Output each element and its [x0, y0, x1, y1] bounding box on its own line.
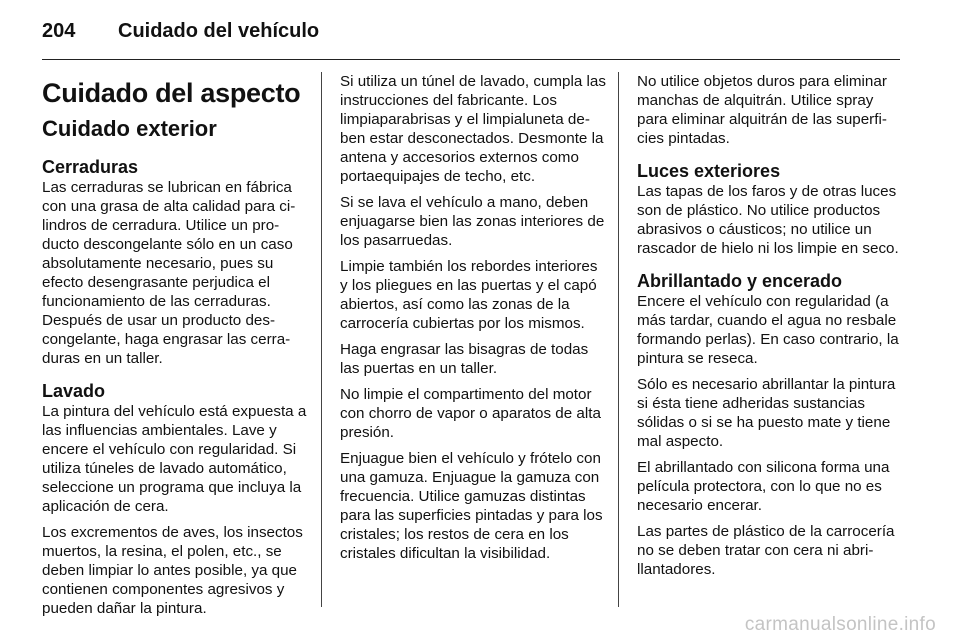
cerraduras-paragraph: Las cerraduras se lubrican en fábrica con una grasa de alta calidad para cilindros de cerradura. Utilice un producto descongelante sólo en un caso absolutamente necesario, pues su efecto desengrasante perjudica el funcionamiento de las cerraduras. Después de usar un producto descongelante, haga engrasar las cerraduras en un taller. [42, 179, 296, 367]
paragraph-bisagras: Haga engrasar las bisagras de todas las puertas en un taller. [340, 341, 589, 377]
paragraph-tunel-lavado: Si utiliza un túnel de lavado, cumpla las instrucciones del fabricante. Los limpiaparabrisas y el limpialuneta deben estar desconectados. Desmonte la antena y accesorios externos como portaequipajes de techo, etc. [340, 73, 606, 185]
abrillantado-paragraph-2: Sólo es necesario abrillantar la pintura si ésta tiene adheridas sustancias sólidas o si se ha puesto mate y tiene mal aspecto. [637, 376, 896, 450]
cerraduras-heading: Cerraduras [42, 157, 139, 177]
column-divider-1 [321, 72, 322, 607]
paragraph-rebordes: Limpie también los rebordes interiores y los pliegues en las puertas y el capó abiertos, así como las zonas de la carrocería cubiertas por los mismos. [340, 258, 598, 332]
lavado-paragraph-1: La pintura del vehículo está expuesta a las influencias ambientales. Lave y encere el vehículo con regularidad. Si utiliza túneles de lavado automático, seleccione un programa que incluya la aplicación de cera. [42, 403, 307, 515]
luces-paragraph: Las tapas de los faros y de otras luces son de plástico. No utilice productos abrasivos o cáusticos; no utilice un rascador de hielo ni los limpie en seco. [637, 183, 899, 257]
column-divider-2 [618, 72, 619, 607]
abrillantado-paragraph-3: El abrillantado con silicona forma una película protectora, con lo que no es necesario encerar. [637, 459, 890, 514]
header-divider [42, 59, 900, 60]
section-title: Cuidado del aspecto [42, 78, 301, 108]
paragraph-alquitran: No utilice objetos duros para eliminar manchas de alquitrán. Utilice spray para eliminar alquitrán de las superficies pintadas. [637, 73, 887, 147]
paragraph-lavado-mano: Si se lava el vehículo a mano, deben enjuagarse bien las zonas interiores de los pasarruedas. [340, 194, 605, 249]
abrillantado-heading: Abrillantado y encerado [637, 271, 843, 291]
paragraph-gamuza: Enjuague bien el vehículo y frótelo con una gamuza. Enjuague la gamuza con frecuencia. Utilice gamuzas distintas para las superficies pintadas y para los cristales; los restos de cera en los cristales dificultan la visibilidad. [340, 450, 603, 562]
lavado-heading: Lavado [42, 381, 106, 401]
page-number: 204 [42, 20, 76, 42]
abrillantado-paragraph-4: Las partes de plástico de la carrocería no se deben tratar con cera ni abrillantadores. [637, 523, 895, 578]
section-subtitle: Cuidado exterior [42, 116, 217, 141]
lavado-paragraph-2: Los excrementos de aves, los insectos muertos, la resina, el polen, etc., se deben limpiar lo antes posible, ya que contienen componentes agresivos y pueden dañar la pintura. [42, 524, 303, 617]
chapter-title: Cuidado del vehículo [118, 20, 320, 42]
paragraph-motor: No limpie el compartimento del motor con chorro de vapor o aparatos de alta presión. [340, 386, 601, 441]
column-3 [637, 72, 902, 586]
column-2 [340, 72, 606, 570]
column-1 [42, 72, 308, 625]
watermark: carmanualsonline.info [744, 614, 936, 635]
page-header [42, 20, 319, 43]
luces-heading: Luces exteriores [637, 161, 781, 181]
abrillantado-paragraph-1: Encere el vehículo con regularidad (a más tardar, cuando el agua no resbale formando perlas). En caso contrario, la pintura se reseca. [637, 293, 899, 367]
